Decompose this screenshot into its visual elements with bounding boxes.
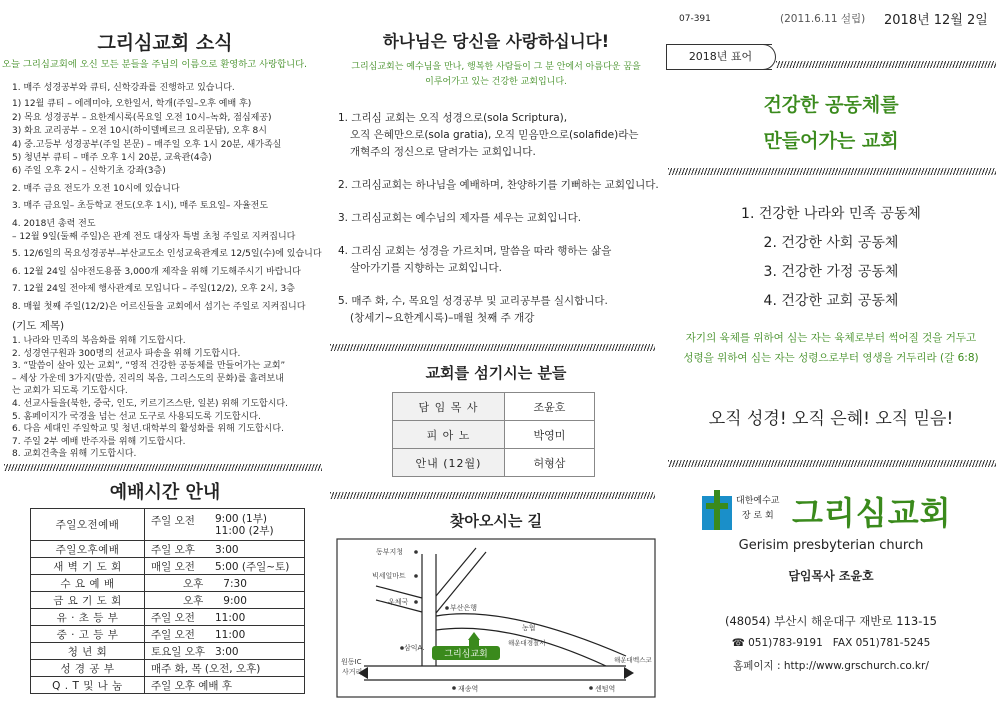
list-item: 2) 목요 성경공부 – 요한계시록(목요일 오전 10시–녹화, 점심제공)	[12, 112, 272, 123]
table-row	[31, 677, 305, 694]
issue-code: 07-391	[679, 14, 711, 24]
list-item: 5. 매주 화, 수, 목요일 성경공부 및 교리공부를 실시합니다.	[338, 295, 608, 307]
map-label: 재송역	[458, 685, 479, 693]
love-title: 하나님은 당신을 사랑하십니다!	[382, 32, 610, 51]
news-column	[0, 0, 330, 707]
worker-role: 안내 (12월)	[393, 449, 505, 477]
founded-text: (2011.6.11 설립)	[780, 13, 866, 25]
table-row	[393, 393, 595, 421]
church-logo-icon	[702, 490, 732, 530]
list-item: 5. 12/6일의 목요성경공부–부산교도소 인성교육관계로 12/5일(수)에 있습니다	[12, 249, 322, 260]
list-item: 1. 그리심 교회는 오직 성경으로(sola Scriptura),	[338, 112, 568, 124]
table-row	[393, 449, 595, 477]
service-name: 주일오후예배	[31, 541, 145, 558]
intro-column	[330, 0, 662, 707]
table-row	[31, 609, 305, 626]
prayer-list	[12, 335, 288, 461]
list-item: 4) 중.고등부 성경공부(주일 본문) – 매주일 오후 1시 20분, 새가족실	[12, 139, 282, 150]
denomination-line: 장 로 회	[741, 511, 774, 521]
service-time: 11:00	[215, 628, 246, 641]
service-day: 매일 오전	[151, 560, 195, 573]
table-row	[393, 421, 595, 449]
slogan: 오직 성경! 오직 은혜! 오직 믿음!	[708, 409, 954, 429]
workers-table	[392, 392, 595, 477]
list-item: 2. 건강한 사회 공동체	[763, 235, 899, 251]
service-day: 주일 오전	[151, 514, 195, 527]
list-item: 4. 그리심 교회는 성경을 가르치며, 말씀을 따라 행하는 삶을	[338, 245, 612, 257]
service-name: 유 · 초 등 부	[31, 609, 145, 626]
service-time: 3:00	[215, 645, 239, 658]
address: (48054) 부산시 해운대구 재반로 113-15	[724, 614, 937, 628]
service-time: 5:00 (주일~토)	[215, 560, 290, 573]
worker-name: 박영미	[505, 421, 595, 449]
service-time: 9:00 (1부)	[215, 512, 267, 525]
list-item: 3. 매주 금요일– 초등학교 전도(오후 1시), 매주 토요일– 자율전도	[12, 201, 269, 212]
service-day: 주일 오전	[151, 628, 195, 641]
list-item: 3. “말씀이 살아 있는 교회”, “영적 건강한 공동체를 만들어가는 교회”	[12, 361, 286, 372]
denomination	[736, 494, 779, 524]
list-item: 1. 나라와 민족의 복음화를 위해 기도합시다.	[12, 336, 186, 346]
service-name: 수 요 예 배	[31, 575, 145, 592]
workers-title: 교회를 섬기시는 분들	[425, 364, 567, 382]
map-label: 해운대경찰서	[508, 639, 546, 647]
service-time: 3:00	[215, 543, 239, 556]
worker-name: 허형삼	[505, 449, 595, 477]
worship-table	[30, 508, 305, 694]
verse-line: 성령을 위하여 심는 자는 성령으로부터 영생을 거두리라 (갈 6:8)	[683, 352, 979, 364]
service-day: 토요일 오후	[151, 645, 206, 658]
news-list	[12, 82, 322, 314]
list-item: 3. 그리심교회는 예수님의 제자를 세우는 교회입니다.	[338, 212, 582, 224]
map-label: 농협	[522, 624, 536, 632]
map-label: 우체국	[388, 598, 409, 606]
map-frame	[337, 539, 655, 697]
list-item: 4. 건강한 교회 공동체	[763, 293, 899, 309]
list-item: 5. 홈페이지가 국경을 넘는 선교 도구로 사용되도록 기도합시다.	[12, 411, 261, 422]
list-item: 1) 12월 큐티 – 에레미야, 오한일서, 학개(주일–오후 예배 후)	[12, 99, 252, 110]
list-item: – 12월 9일(둘째 주일)은 관계 전도 대상자 특별 초청 주일로 지켜집니다	[12, 232, 296, 243]
divider	[330, 492, 655, 499]
table-row	[31, 626, 305, 643]
verse-line: 자기의 육체를 위하여 심는 자는 육체로부터 썩어질 것을 거두고	[685, 332, 977, 344]
list-item: 7. 12월 24일 전야제 행사관계로 모입니다 – 주일(12/2), 오후 2시, 3층	[12, 284, 295, 295]
divider	[668, 168, 996, 175]
intro-line: 그리심교회는 예수님을 만나, 행복한 사람들이 그 분 안에서 아름다운 꿈을	[351, 62, 641, 72]
list-item: 4. 선교사들을(북한, 중국, 인도, 키르기즈스탄, 일본) 위해 기도합시다.	[12, 398, 288, 409]
motto-column	[662, 0, 1000, 707]
motto-badge: 2018년 표어	[666, 44, 776, 70]
map-label: 삼익A.	[404, 644, 425, 652]
list-item: 8. 교회건축을 위해 기도합시다.	[12, 449, 137, 460]
table-row	[31, 660, 305, 677]
map-label: 원동IC	[341, 658, 362, 666]
list-item: 는 교회가 되도록 기도합시다.	[12, 386, 128, 397]
phone-fax: ☎ 051)783-9191 FAX 051)781-5245	[731, 637, 931, 649]
divider	[4, 464, 322, 471]
service-day: 주일 오전	[151, 611, 195, 624]
list-item: 5) 청년부 큐티 – 매주 오후 1시 20분, 교육관(4층)	[12, 153, 212, 164]
intro-list	[338, 110, 659, 327]
table-row	[31, 558, 305, 575]
map-label: 동부지청	[376, 548, 404, 556]
service-time: 11:00	[215, 611, 246, 624]
service-name: Q . T 및 나 눔	[31, 677, 145, 694]
homepage-link[interactable]: 홈페이지 : http://www.grschurch.co.kr/	[733, 660, 929, 672]
table-row	[31, 509, 305, 541]
service-name: 중 · 고 등 부	[31, 626, 145, 643]
church-name: 그리심교회	[792, 494, 952, 532]
list-item: (창세기~요한계시록)–매월 첫째 주 개강	[350, 312, 535, 324]
list-item: 2. 매주 금요 전도가 오전 10시에 있습니다	[12, 183, 180, 194]
divider	[330, 344, 655, 351]
table-row	[31, 592, 305, 609]
worker-role: 담 임 목 사	[393, 393, 505, 421]
worship-title: 예배시간 안내	[109, 482, 221, 503]
service-name: 성 경 공 부	[31, 660, 145, 677]
service-name: 새 벽 기 도 회	[31, 558, 145, 575]
map-label: 부산은행	[450, 604, 478, 612]
service-day: 주일 오후 예배 후	[145, 677, 305, 694]
table-row	[31, 541, 305, 558]
prayer-title: (기도 제목)	[12, 320, 65, 332]
news-title: 그리심교회 소식	[97, 32, 233, 54]
divider	[668, 460, 996, 467]
list-item: 6. 12월 24일 심야전도용품 3,000개 제작을 위해 기도해주시기 바랍니다	[12, 266, 301, 277]
denomination-line: 대한예수교	[736, 496, 780, 506]
motto-points	[662, 200, 1000, 316]
bible-verse	[662, 328, 1000, 368]
intro-line: 이루어가고 있는 건강한 교회입니다.	[425, 77, 567, 87]
table-row	[31, 575, 305, 592]
list-item: 8. 매월 첫째 주일(12/2)은 어르신들을 교회에서 섬기는 주일로 지켜집니다	[12, 301, 306, 312]
welcome-text: 오늘 그리심교회에 오신 모든 분들을 주님의 이름으로 환영하고 사랑합니다.	[2, 59, 308, 70]
service-time: 오후 7:30	[145, 575, 305, 592]
list-item: 2. 그리심교회는 하나님을 예배하며, 찬양하기를 기뻐하는 교회입니다.	[338, 179, 659, 191]
list-item: 1. 매주 성경공부와 큐티, 신학강좌를 진행하고 있습니다.	[12, 83, 235, 93]
list-item: 살아가기를 지향하는 교회입니다.	[350, 262, 503, 274]
service-name: 주일오전예배	[31, 509, 145, 541]
list-item: 7. 주일 2부 예배 반주자를 위해 기도합시다.	[12, 436, 186, 447]
list-item: 1. 건강한 나라와 민족 공동체	[741, 206, 921, 222]
motto-line1: 건강한 공동체를	[763, 94, 899, 116]
service-time: 11:00 (2부)	[215, 524, 274, 537]
service-day: 매주 화, 목 (오전, 오후)	[145, 660, 305, 677]
list-item: 3) 화요 교리공부 – 오전 10시(하이델베르크 요리문답), 오후 8시	[12, 126, 267, 137]
pastor-name: 담임목사 조윤호	[788, 569, 874, 583]
bulletin-date: 2018년 12월 2일	[884, 13, 988, 28]
list-item: 오직 은혜만으로(sola gratia), 오직 믿음만으로(solafide)라는	[350, 129, 639, 141]
love-intro	[330, 60, 662, 90]
map-label: 빅세일마트	[372, 572, 406, 580]
table-row	[31, 643, 305, 660]
church-label: 그리심교회	[444, 649, 488, 660]
list-item: 6. 다음 세대인 주일학교 및 청년.대학부의 활성화를 위해 기도합시다.	[12, 424, 284, 435]
list-item: 4. 2018년 총력 전도	[12, 218, 96, 229]
list-item: 2. 성경연구원과 300명의 선교사 파송을 위해 기도합시다.	[12, 348, 241, 359]
service-name: 금 요 기 도 회	[31, 592, 145, 609]
list-item: 6) 주일 오후 2시 – 신학기초 강좌(3층)	[12, 166, 166, 177]
map-label: 해운대벡스코	[614, 656, 652, 664]
service-day: 주일 오후	[151, 543, 195, 556]
service-time: 오후 9:00	[145, 592, 305, 609]
worker-role: 피 아 노	[393, 421, 505, 449]
list-item: 3. 건강한 가정 공동체	[763, 264, 899, 280]
map-label: 사거리	[342, 668, 363, 676]
map-title: 찾아오시는 길	[449, 512, 543, 530]
directions-map	[336, 538, 656, 698]
service-name: 청 년 회	[31, 643, 145, 660]
divider	[776, 61, 996, 68]
motto-line2: 만들어가는 교회	[763, 130, 899, 152]
church-english-name: Gerisim presbyterian church	[738, 538, 924, 553]
list-item: – 세상 가운데 3가지(말씀, 진리의 복음, 그리스도의 문화)를 흘려보내	[12, 373, 284, 384]
list-item: 개혁주의 정신으로 달려가는 교회입니다.	[350, 146, 536, 158]
worker-name: 조윤호	[505, 393, 595, 421]
map-label: 센텀역	[595, 685, 616, 693]
